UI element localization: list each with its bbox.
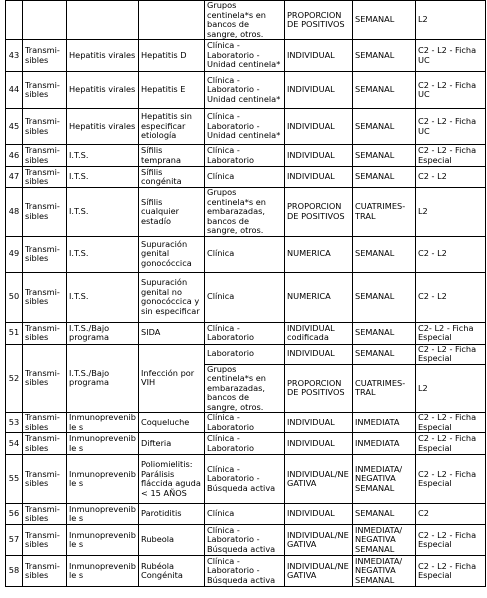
table-row [6,504,486,525]
table-row [6,72,486,109]
event-cell: Hepatitis E [139,72,205,109]
periodicity-cell: SEMANAL [353,322,416,344]
group-cell: Transmi-sibles [23,145,67,167]
event-group-cell [67,1,139,40]
method-cell: Clínica - Laboratorio [205,322,285,344]
event-cell: Infección por VIH [139,344,205,413]
periodicity-cell: SEMANAL [353,1,416,40]
group-cell: Transmi-sibles [23,167,67,188]
modality-cell: INDIVIDUAL/NE GATIVA [285,455,353,504]
instrument-cell: C2 - L2 [416,272,486,322]
modality-cell: INDIVIDUAL [285,72,353,109]
modality-cell: INDIVIDUAL [285,145,353,167]
table-row [6,1,486,40]
group-cell: Transmi-sibles [23,322,67,344]
instrument-cell: L2 [416,1,486,40]
method-cell: Clínica - Laboratorio - Unidad centinela* [205,109,285,145]
periodicity-cell: SEMANAL [353,236,416,272]
modality-cell: NUMERICA [285,272,353,322]
event-cell [139,1,205,40]
modality-cell: INDIVIDUAL/NE GATIVA [285,556,353,587]
group-cell: Transmi-sibles [23,40,67,72]
instrument-cell: C2 - L2 - Ficha Especial [416,556,486,587]
method-cell: Clínica [205,504,285,525]
method-cell: Clínica - Laboratorio - Unidad centinela* [205,72,285,109]
event-group-cell: I.T.S. [67,145,139,167]
row-number: 48 [6,188,23,237]
instrument-cell: L2 [416,364,486,413]
event-group-cell: Hepatitis virales [67,40,139,72]
method-cell: Clínica - Laboratorio - Unidad centinela* [205,40,285,72]
event-group-cell: Inmunoprevenible s [67,504,139,525]
modality-cell: NUMERICA [285,236,353,272]
periodicity-cell: SEMANAL [353,109,416,145]
group-cell: Transmi-sibles [23,72,67,109]
event-group-cell: I.T.S. [67,236,139,272]
table-row [6,344,486,364]
row-number: 58 [6,556,23,587]
table-row [6,188,486,237]
event-group-cell: Hepatitis virales [67,109,139,145]
row-number: 49 [6,236,23,272]
group-cell: Transmi-sibles [23,188,67,237]
row-number: 51 [6,322,23,344]
instrument-cell: C2 - L2 [416,167,486,188]
row-number: 55 [6,455,23,504]
group-cell: Transmi-sibles [23,344,67,413]
table-row [6,236,486,272]
event-group-cell: Inmunoprevenible s [67,433,139,455]
row-number: 44 [6,72,23,109]
event-cell: Supuración genital gonocóccica [139,236,205,272]
group-cell [23,1,67,40]
event-group-cell: I.T.S./Bajo programa [67,344,139,413]
periodicity-cell: CUATRIMES-TRAL [353,364,416,413]
periodicity-cell: INMEDIATA/ NEGATIVA SEMANAL [353,455,416,504]
table-row [6,556,486,587]
method-cell: Grupos centinela*s en embarazadas, bancos de sangre, otros. [205,188,285,237]
event-group-cell: I.T.S. [67,188,139,237]
periodicity-cell: SEMANAL [353,145,416,167]
periodicity-cell: SEMANAL [353,167,416,188]
row-number: 43 [6,40,23,72]
table-row [6,145,486,167]
row-number: 47 [6,167,23,188]
periodicity-cell: SEMANAL [353,72,416,109]
table-row [6,525,486,556]
group-cell: Transmi-sibles [23,236,67,272]
instrument-cell: C2 [416,504,486,525]
method-cell: Laboratorio [205,344,285,364]
event-cell: Hepatitis sin especificar etiología [139,109,205,145]
group-cell: Transmi-sibles [23,525,67,556]
modality-cell: INDIVIDUAL [285,40,353,72]
instrument-cell: C2 - L2 - Ficha UC [416,72,486,109]
event-cell: Difteria [139,433,205,455]
instrument-cell: C2 - L2 - Ficha Especial [416,413,486,433]
instrument-cell: L2 [416,188,486,237]
table-row [6,322,486,344]
instrument-cell: C2 - L2 - Ficha Especial [416,525,486,556]
method-cell: Clínica - Laboratorio - Búsqueda activa [205,455,285,504]
table-row [6,109,486,145]
row-number: 53 [6,413,23,433]
modality-cell: PROPORCION DE POSITIVOS [285,364,353,413]
method-cell: Clínica - Laboratorio - Búsqueda activa [205,525,285,556]
group-cell: Transmi-sibles [23,556,67,587]
modality-cell: INDIVIDUAL/NE GATIVA [285,525,353,556]
periodicity-cell: SEMANAL [353,272,416,322]
group-cell: Transmi-sibles [23,109,67,145]
method-cell: Clínica [205,272,285,322]
instrument-cell: C2 - L2 - Ficha Especial [416,455,486,504]
row-number: 52 [6,344,23,413]
row-number: 45 [6,109,23,145]
table-body [6,1,486,587]
event-cell: Coqueluche [139,413,205,433]
periodicity-cell: CUATRIMES-TRAL [353,188,416,237]
instrument-cell: C2 - L2 - Ficha Especial [416,433,486,455]
group-cell: Transmi-sibles [23,455,67,504]
instrument-cell: C2 - L2 [416,236,486,272]
periodicity-cell: INMEDIATA [353,433,416,455]
group-cell: Transmi-sibles [23,433,67,455]
surveillance-table [5,0,486,587]
group-cell: Transmi-sibles [23,272,67,322]
method-cell: Clínica - Laboratorio [205,413,285,433]
table-row [6,433,486,455]
method-cell: Clínica [205,236,285,272]
row-number: 46 [6,145,23,167]
method-cell: Grupos centinela*s en embarazadas, bancos de sangre, otros. [205,364,285,413]
periodicity-cell: SEMANAL [353,40,416,72]
table-row [6,413,486,433]
periodicity-cell: INMEDIATA/ NEGATIVA SEMANAL [353,556,416,587]
event-cell: Sífilis congénita [139,167,205,188]
event-group-cell: I.T.S./Bajo programa [67,322,139,344]
table-row [6,455,486,504]
periodicity-cell: INMEDIATA/ NEGATIVA SEMANAL [353,525,416,556]
method-cell: Clínica - Laboratorio - Búsqueda activa [205,556,285,587]
modality-cell: INDIVIDUAL [285,504,353,525]
group-cell: Transmi-sibles [23,413,67,433]
event-group-cell: Inmunoprevenible s [67,455,139,504]
table-row [6,272,486,322]
group-cell: Transmi-sibles [23,504,67,525]
modality-cell: INDIVIDUAL [285,344,353,364]
periodicity-cell: SEMANAL [353,344,416,364]
event-group-cell: Inmunoprevenible s [67,413,139,433]
method-cell: Clínica [205,167,285,188]
table-row [6,40,486,72]
modality-cell: INDIVIDUAL [285,109,353,145]
event-cell: Poliomielitis: Parálisis fláccida aguda < 15 AÑOS [139,455,205,504]
row-number: 56 [6,504,23,525]
event-group-cell: I.T.S. [67,272,139,322]
event-group-cell: Inmunoprevenible s [67,556,139,587]
event-cell: Rubeola [139,525,205,556]
modality-cell: PROPORCION DE POSITIVOS [285,188,353,237]
table-row [6,167,486,188]
modality-cell: PROPORCION DE POSITIVOS [285,1,353,40]
event-cell: Supuración genital no gonocóccica y sin especificar [139,272,205,322]
row-number: 50 [6,272,23,322]
instrument-cell: C2 - L2 - Ficha UC [416,109,486,145]
instrument-cell: C2- L2 - Ficha Especial [416,322,486,344]
event-cell: Sífilis temprana [139,145,205,167]
event-cell: Sífilis cualquier estadío [139,188,205,237]
event-group-cell: Hepatitis virales [67,72,139,109]
instrument-cell: C2 - L2 - Ficha UC [416,40,486,72]
method-cell: Clínica - Laboratorio [205,145,285,167]
event-cell: Rubéola Congénita [139,556,205,587]
instrument-cell: C2 - L2 - Ficha Especial [416,145,486,167]
instrument-cell: C2 - L2 - Ficha Especial [416,344,486,364]
method-cell: Clínica - Laboratorio [205,433,285,455]
row-number: 54 [6,433,23,455]
event-cell: Parotiditis [139,504,205,525]
row-number: 57 [6,525,23,556]
modality-cell: INDIVIDUAL [285,433,353,455]
method-cell: Grupos centinela*s en bancos de sangre, otros. [205,1,285,40]
modality-cell: INDIVIDUAL [285,167,353,188]
event-cell: Hepatitis D [139,40,205,72]
event-cell: SIDA [139,322,205,344]
modality-cell: INDIVIDUAL codificada [285,322,353,344]
periodicity-cell: INMEDIATA [353,413,416,433]
periodicity-cell: SEMANAL [353,504,416,525]
event-group-cell: Inmunoprevenible s [67,525,139,556]
row-number [6,1,23,40]
modality-cell: INDIVIDUAL [285,413,353,433]
event-group-cell: I.T.S. [67,167,139,188]
